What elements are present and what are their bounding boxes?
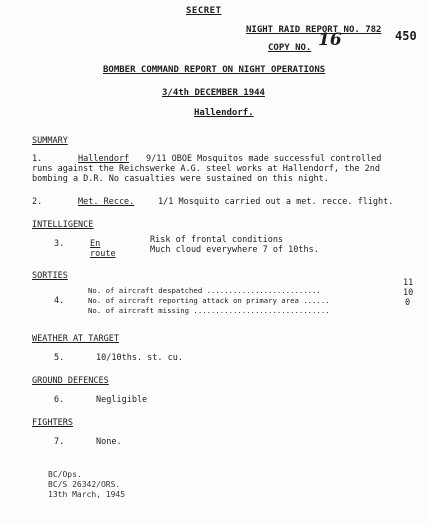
- copy-label: COPY NO.: [268, 43, 312, 53]
- sorties-row-label: No. of aircraft reporting attack on primary area ......: [88, 296, 330, 305]
- weather-number: 5.: [54, 353, 65, 363]
- page-number: 450: [395, 29, 417, 43]
- report-target: Hallendorf.: [194, 108, 254, 118]
- sorties-row-label: No. of aircraft missing ...............................: [88, 306, 330, 315]
- weather-heading: WEATHER AT TARGET: [32, 334, 119, 344]
- intelligence-label-2: route: [90, 249, 116, 259]
- sorties-row-value: 10: [403, 288, 414, 298]
- ground-defences-text: Negligible: [96, 395, 148, 405]
- intelligence-line2: Much cloud everywhere 7 of 10ths.: [150, 245, 319, 255]
- summary-item1-number: 1.: [32, 154, 43, 164]
- sorties-row-value: 11: [403, 278, 414, 288]
- intelligence-line1: Risk of frontal conditions: [150, 235, 284, 245]
- summary-item2-text: 1/1 Mosquito carried out a met. recce. flight.: [158, 197, 394, 207]
- footer-date: 13th March, 1945: [48, 490, 126, 499]
- summary-heading: SUMMARY: [32, 136, 68, 146]
- summary-item1-target: Hallendorf: [78, 154, 130, 164]
- fighters-number: 7.: [54, 437, 65, 447]
- weather-text: 10/10ths. st. cu.: [96, 353, 183, 363]
- sorties-row-value: 0: [405, 298, 411, 308]
- fighters-heading: FIGHTERS: [32, 418, 73, 428]
- summary-item1-line1: 9/11 OBOE Mosquitos made successful controlled: [146, 154, 382, 164]
- report-number: NIGHT RAID REPORT NO. 782: [246, 25, 382, 35]
- classification-stamp: SECRET: [186, 6, 222, 16]
- summary-item2-label: Met. Recce.: [78, 197, 135, 207]
- summary-item1-line2: runs against the Reichswerke A.G. steel works at Hallendorf, the 2nd: [32, 164, 380, 174]
- ground-defences-number: 6.: [54, 395, 65, 405]
- footer-reference-1: BC/Ops.: [48, 470, 82, 479]
- sorties-row-label: No. of aircraft despatched ..........................: [88, 286, 321, 295]
- intelligence-number: 3.: [54, 239, 65, 249]
- summary-item2-number: 2.: [32, 197, 43, 207]
- sorties-number: 4.: [54, 296, 65, 306]
- sorties-heading: SORTIES: [32, 271, 68, 281]
- summary-item1-line3: bombing a D.R. No casualties were sustained on this night.: [32, 174, 329, 184]
- report-title: BOMBER COMMAND REPORT ON NIGHT OPERATIONS: [103, 65, 326, 75]
- footer-reference-2: BC/S 26342/ORS.: [48, 480, 121, 489]
- intelligence-label-1: En: [90, 239, 101, 249]
- ground-defences-heading: GROUND DEFENCES: [32, 376, 109, 386]
- intelligence-heading: INTELLIGENCE: [32, 220, 94, 230]
- fighters-text: None.: [96, 437, 122, 447]
- copy-number: 16: [318, 30, 342, 50]
- report-date: 3/4th DECEMBER 1944: [162, 88, 265, 98]
